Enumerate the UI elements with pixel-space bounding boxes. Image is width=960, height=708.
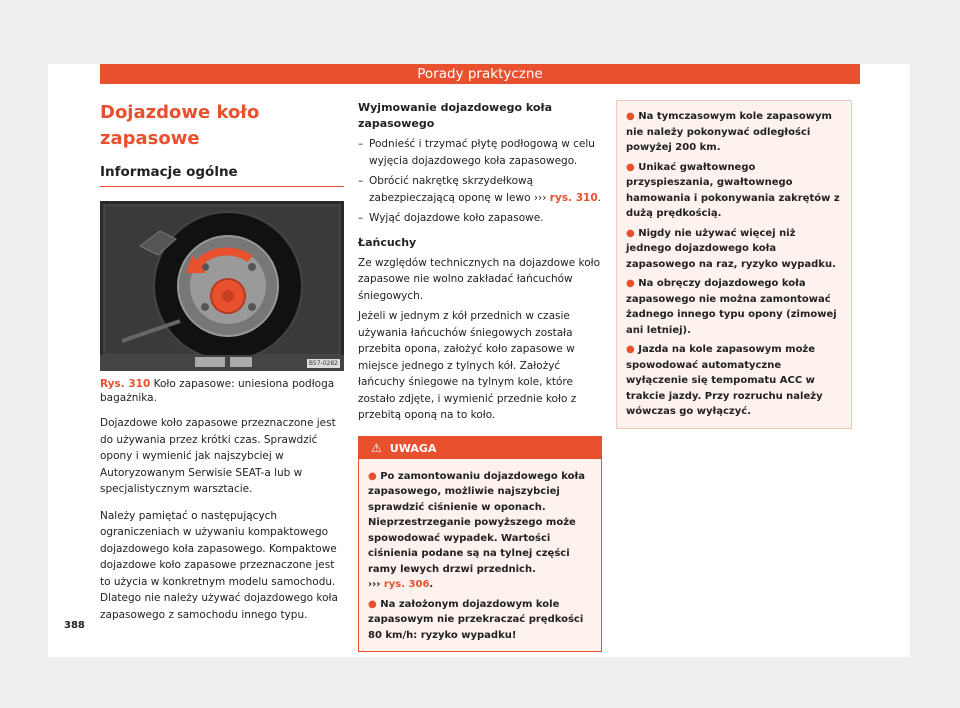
- chains-paragraph-1: Ze względów technicznych na dojazdowe koło zapasowe nie wolno zakładać łańcuchów śniegowych.: [358, 256, 601, 302]
- bullet-icon: ●: [368, 598, 377, 610]
- chains-heading: Łańcuchy: [358, 235, 417, 249]
- figure-link[interactable]: rys. 310: [549, 191, 598, 204]
- caption-ref: Rys. 310: [100, 378, 151, 390]
- limits-paragraph: Należy pamiętać o następujących ograniczeniach w używaniu kompaktowego dojazdowego koła zapasowego. Kompaktowe dojazdowe koło zapasowe przeznaczone jest to użycia w konkretnym modelu samochodu. Dlatego nie należy używać dojazdowego koła zapasowego z samochodu innego typu.: [100, 509, 338, 621]
- bullet-icon: ●: [626, 344, 635, 355]
- bullet-icon: ●: [626, 111, 635, 122]
- bullet-icon: ●: [626, 278, 635, 289]
- right-column: [616, 100, 860, 429]
- figure-code: B57-0282: [308, 360, 338, 367]
- figure-link[interactable]: rys. 306: [383, 579, 430, 590]
- left-column: [100, 96, 344, 623]
- warning-item: ● Na założonym dojazdowym kole zapasowym nie przekraczać prędkości 80 km/h: ryzyko wypadku!: [368, 598, 584, 641]
- warning-item: ● Jazda na kole zapasowym może spowodować automatyczne wyłączenie się tempomatu ACC w trakcie jazdy. Przy rozruchu należy wówczas go wyłączyć.: [626, 344, 823, 417]
- bullet-icon: ●: [368, 470, 377, 482]
- warning-item: ● Po zamontowaniu dojazdowego koła zapasowego, możliwie najszybciej sprawdzić ciśnienie w oponach. Nieprzestrzeganie powyższego może spowodować wypadek. Wartości ciśnienia podane są na tylnej części ramy lewych drzwi przednich. ››› rys. 306.: [368, 470, 585, 590]
- warning-item: ● Na tymczasowym kole zapasowym nie należy pokonywać odległości powyżej 200 km.: [626, 111, 832, 153]
- chains-paragraph-2: Jeżeli w jednym z kół przednich w czasie używania łańcuchów śniegowych została przebita opona, założyć koło zapasowe w miejsce jednego z tylnych kół. Założyć łańcuchy śniegowe na tylnym kole, które zostało zdjęte, i wymienić przednie koło z przebitą oponą na to koło.: [358, 310, 577, 421]
- warning-box: [358, 436, 602, 653]
- intro-paragraph: Dojazdowe koło zapasowe przeznaczone jest do używania przez krótki czas. Sprawdzić opony i wymienić jak najszybciej w Autoryzowanym Serwisie SEAT-a lub w specjalistycznym warsztacie.: [100, 417, 336, 495]
- spare-wheel-illustration: [100, 201, 344, 371]
- warning-item: ● Unikać gwałtownego przyspieszania, gwałtownego hamowania i pokonywania zakrętów z dużą prędkością.: [626, 161, 840, 219]
- page-number: 388: [64, 620, 85, 631]
- list-item: – Obrócić nakrętkę skrzydełkową zabezpieczającą oponę w lewo ››› rys. 310.: [358, 173, 602, 206]
- removal-steps: [358, 136, 602, 227]
- warning-item: ● Nigdy nie używać więcej niż jednego dojazdowego koła zapasowego na raz, ryzyko wypadku.: [626, 227, 836, 270]
- figure-caption: [100, 377, 344, 405]
- removal-heading: Wyjmowanie dojazdowego koła zapasowego: [358, 101, 552, 130]
- chapter-header: Porady praktyczne: [100, 64, 860, 84]
- list-item: – Podnieść i trzymać płytę podłogową w celu wyjęcia dojazdowego koła zapasowego.: [358, 136, 602, 169]
- section-title: Dojazdowe koło zapasowe: [100, 102, 260, 149]
- warning-triangle-icon: ⚠: [371, 440, 382, 455]
- spare-wheel-figure: [100, 201, 344, 371]
- section-subtitle: Informacje ogólne: [100, 164, 344, 187]
- warning-continuation-box: [616, 100, 852, 429]
- warning-label: UWAGA: [389, 441, 437, 455]
- bullet-icon: ●: [626, 227, 635, 239]
- list-item: – Wyjąć dojazdowe koło zapasowe.: [358, 210, 602, 227]
- middle-column: [358, 96, 602, 652]
- warning-item: ● Na obręczy dojazdowego koła zapasowego nie można zamontować żadnego innego typu opony (zimowej ani letniej).: [626, 278, 837, 336]
- bullet-icon: ●: [626, 161, 635, 173]
- warning-header: [359, 437, 601, 459]
- warning-body: [359, 459, 601, 652]
- caption-text: Koło zapasowe: uniesiona podłoga bagażnika.: [100, 378, 335, 404]
